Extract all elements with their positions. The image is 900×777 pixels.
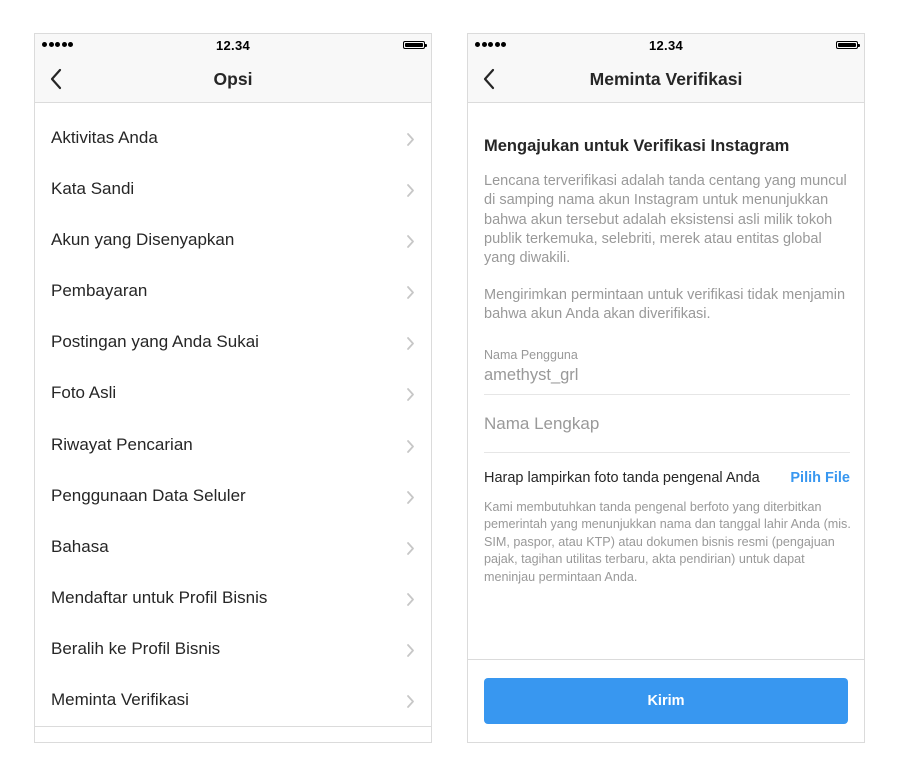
battery-icon (836, 41, 858, 49)
settings-screen (34, 33, 432, 743)
settings-item-daftar-profil-bisnis[interactable] (35, 574, 431, 625)
field-divider (484, 394, 850, 395)
settings-item-label: Foto Asli (51, 383, 117, 403)
chevron-right-icon (406, 490, 415, 505)
verification-screen (467, 33, 865, 743)
form-footer (468, 659, 864, 742)
chevron-right-icon (406, 592, 415, 607)
settings-item-label: Mendaftar untuk Profil Bisnis (51, 587, 268, 607)
settings-item-meminta-verifikasi[interactable] (35, 676, 431, 727)
chevron-right-icon (406, 541, 415, 556)
chevron-right-icon (406, 694, 415, 709)
status-bar (35, 34, 431, 56)
battery-icon (403, 41, 425, 49)
settings-item-pembayaran[interactable] (35, 267, 431, 318)
id-requirements-note: Kami membutuhkan tanda pengenal berfoto yang diterbitkan pemerintah yang menunjukkan nama dan tanggal lahir Anda (mis. SIM, paspor, atau KTP) atau dokumen bisnis resmi (pengajuan pajak, tagihan utilitas terbaru, akta pendirian) untuk dapat meninjau permintaan Anda. (484, 500, 851, 584)
chevron-right-icon (406, 387, 415, 402)
settings-item-label: Bahasa (51, 536, 109, 556)
username-label: Nama Pengguna (484, 348, 578, 362)
settings-item-label: Penggunaan Data Seluler (51, 485, 246, 505)
nav-bar (468, 56, 864, 103)
fullname-input[interactable] (484, 414, 850, 434)
settings-item-label: Meminta Verifikasi (51, 690, 189, 710)
chevron-right-icon (406, 285, 415, 300)
list-divider (35, 726, 431, 727)
chevron-right-icon (406, 336, 415, 351)
settings-item-bahasa[interactable] (35, 523, 431, 574)
settings-item-label: Beralih ke Profil Bisnis (51, 638, 221, 658)
choose-file-link[interactable]: Pilih File (790, 470, 850, 486)
settings-item-aktivitas-anda[interactable] (35, 114, 431, 165)
settings-item-label: Kata Sandi (51, 179, 135, 199)
status-time: 12.34 (215, 38, 251, 53)
attach-id-row (484, 470, 850, 490)
verification-description: Lencana terverifikasi adalah tanda centang yang muncul di samping nama akun Instagram untuk menunjukkan bahwa akun tersebut adalah eksistensi asli milik tokoh publik terkemuka, selebriti, merek atau entitas global yang diwakili. (484, 173, 847, 267)
page-title: Opsi (213, 69, 253, 89)
chevron-right-icon (406, 234, 415, 249)
settings-item-beralih-profil-bisnis[interactable] (35, 625, 431, 676)
submit-button[interactable]: Kirim (484, 678, 848, 724)
chevron-right-icon (406, 643, 415, 658)
settings-item-akun-disenyapkan[interactable] (35, 216, 431, 267)
settings-item-riwayat-pencarian[interactable] (35, 421, 431, 472)
chevron-right-icon (406, 132, 415, 147)
username-field[interactable] (484, 366, 850, 385)
settings-item-data-seluler[interactable] (35, 472, 431, 523)
settings-list (35, 114, 431, 727)
chevron-right-icon (406, 183, 415, 198)
page-title: Meminta Verifikasi (589, 69, 743, 89)
attach-id-label: Harap lampirkan foto tanda pengenal Anda (484, 470, 760, 486)
settings-item-label: Postingan yang Anda Sukai (51, 332, 259, 352)
settings-item-label: Akun yang Disenyapkan (51, 230, 235, 250)
status-bar (468, 34, 864, 56)
settings-item-label: Riwayat Pencarian (51, 434, 193, 454)
verification-disclaimer: Mengirimkan permintaan untuk verifikasi tidak menjamin bahwa akun Anda akan diverifikasi. (484, 287, 846, 323)
settings-item-foto-asli[interactable] (35, 369, 431, 420)
settings-item-kata-sandi[interactable] (35, 165, 431, 216)
status-time: 12.34 (648, 38, 684, 53)
settings-item-label: Aktivitas Anda (51, 128, 158, 147)
settings-item-postingan-disukai[interactable] (35, 318, 431, 369)
chevron-right-icon (406, 439, 415, 454)
form-heading: Mengajukan untuk Verifikasi Instagram (484, 137, 790, 155)
settings-item-label: Pembayaran (51, 281, 148, 301)
field-divider (484, 452, 850, 453)
nav-bar (35, 56, 431, 103)
